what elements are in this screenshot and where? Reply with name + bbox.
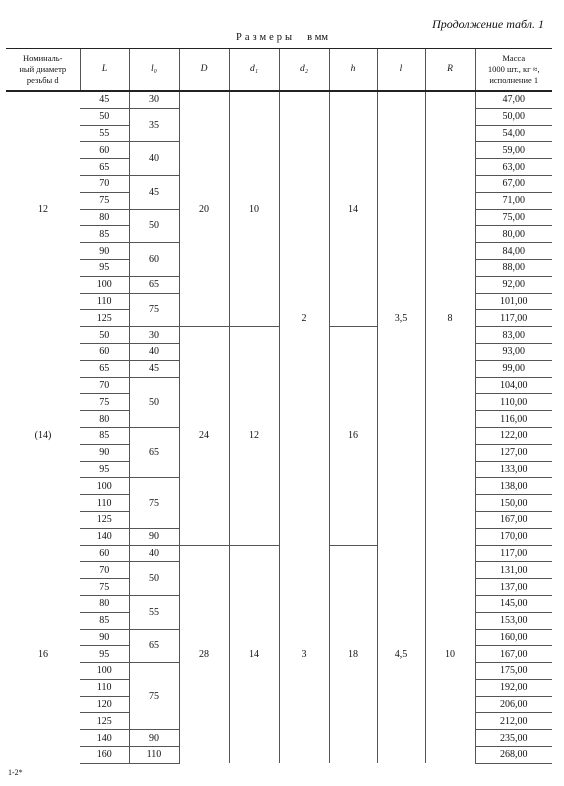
cell-L: 110 xyxy=(80,293,129,310)
cell-mass: 71,00 xyxy=(475,192,552,209)
heading-title: Размеры xyxy=(236,32,296,43)
cell-mass: 122,00 xyxy=(475,427,552,444)
cell-mass: 145,00 xyxy=(475,595,552,612)
cell-l0: 110 xyxy=(129,747,179,764)
cell-mass: 170,00 xyxy=(475,528,552,545)
dimensions-table xyxy=(6,48,552,764)
cell-mass: 138,00 xyxy=(475,478,552,495)
cell-mass: 83,00 xyxy=(475,327,552,344)
cell-D: 28 xyxy=(179,545,229,763)
cell-mass: 212,00 xyxy=(475,713,552,730)
cell-l0: 65 xyxy=(129,427,179,477)
cell-L: 60 xyxy=(80,142,129,159)
header-L: L xyxy=(80,49,129,92)
header-R: R xyxy=(425,49,475,92)
cell-mass: 206,00 xyxy=(475,696,552,713)
cell-h: 16 xyxy=(329,327,377,545)
cell-L: 75 xyxy=(80,579,129,596)
cell-L: 120 xyxy=(80,696,129,713)
cell-mass: 117,00 xyxy=(475,310,552,327)
cell-L: 85 xyxy=(80,612,129,629)
cell-mass: 167,00 xyxy=(475,511,552,528)
cell-d1: 12 xyxy=(229,327,279,545)
cell-l0: 45 xyxy=(129,175,179,209)
cell-L: 125 xyxy=(80,511,129,528)
cell-mass: 67,00 xyxy=(475,175,552,192)
continuation-label: Продолжение табл. 1 xyxy=(432,17,544,31)
cell-mass: 133,00 xyxy=(475,461,552,478)
cell-L: 50 xyxy=(80,108,129,125)
cell-L: 70 xyxy=(80,562,129,579)
cell-d1: 14 xyxy=(229,545,279,763)
cell-nominal: 12 xyxy=(38,203,48,215)
cell-l0: 75 xyxy=(129,663,179,730)
cell-mass: 50,00 xyxy=(475,108,552,125)
cell-L: 70 xyxy=(80,377,129,394)
cell-mass: 117,00 xyxy=(475,545,552,562)
cell-d2: 3 xyxy=(279,545,329,763)
header-nominal-diameter xyxy=(6,49,80,92)
cell-l0: 50 xyxy=(129,562,179,596)
header-D: D xyxy=(179,49,229,92)
cell-l0: 30 xyxy=(129,91,179,108)
cell-L: 65 xyxy=(80,159,129,176)
cell-l0: 30 xyxy=(129,327,179,344)
cell-L: 100 xyxy=(80,663,129,680)
cell-L: 140 xyxy=(80,528,129,545)
header-l0: l₀ xyxy=(129,49,179,92)
cell-L: 60 xyxy=(80,545,129,562)
cell-R: 10 xyxy=(425,545,475,763)
cell-L: 80 xyxy=(80,209,129,226)
cell-h: 14 xyxy=(329,91,377,327)
header-row xyxy=(6,49,552,92)
cell-mass: 116,00 xyxy=(475,411,552,428)
cell-l: 3,5 xyxy=(377,91,425,545)
cell-L: 75 xyxy=(80,192,129,209)
cell-mass: 268,00 xyxy=(475,747,552,764)
cell-mass: 88,00 xyxy=(475,259,552,276)
cell-mass: 150,00 xyxy=(475,495,552,512)
cell-mass: 84,00 xyxy=(475,243,552,260)
cell-h: 18 xyxy=(329,545,377,763)
header-mass xyxy=(475,49,552,92)
cell-L: 85 xyxy=(80,427,129,444)
cell-L: 90 xyxy=(80,243,129,260)
cell-L: 110 xyxy=(80,679,129,696)
cell-L: 90 xyxy=(80,629,129,646)
cell-d1: 10 xyxy=(229,91,279,327)
cell-L: 110 xyxy=(80,495,129,512)
cell-R: 8 xyxy=(425,91,475,545)
cell-L: 75 xyxy=(80,394,129,411)
cell-mass: 153,00 xyxy=(475,612,552,629)
cell-mass: 75,00 xyxy=(475,209,552,226)
cell-D: 24 xyxy=(179,327,229,545)
header-mass-line: исполнение 1 xyxy=(489,75,539,85)
cell-L: 90 xyxy=(80,444,129,461)
cell-L: 80 xyxy=(80,411,129,428)
cell-L: 95 xyxy=(80,646,129,663)
cell-D: 20 xyxy=(179,91,229,327)
cell-mass: 47,00 xyxy=(475,91,552,108)
cell-L: 50 xyxy=(80,327,129,344)
header-nominal-line: Номиналь- xyxy=(23,53,63,63)
cell-mass: 137,00 xyxy=(475,579,552,596)
table-row xyxy=(6,545,552,562)
cell-mass: 54,00 xyxy=(475,125,552,142)
cell-L: 160 xyxy=(80,747,129,764)
cell-l: 4,5 xyxy=(377,545,425,763)
cell-L: 55 xyxy=(80,125,129,142)
cell-l0: 40 xyxy=(129,545,179,562)
cell-L: 45 xyxy=(80,91,129,108)
cell-l0: 75 xyxy=(129,478,179,528)
cell-l0: 65 xyxy=(129,276,179,293)
cell-L: 95 xyxy=(80,259,129,276)
cell-mass: 167,00 xyxy=(475,646,552,663)
cell-nominal: 16 xyxy=(38,648,48,660)
cell-L: 85 xyxy=(80,226,129,243)
cell-mass: 110,00 xyxy=(475,394,552,411)
cell-L: 100 xyxy=(80,478,129,495)
cell-L: 100 xyxy=(80,276,129,293)
header-nominal-line: резьбы d xyxy=(26,75,59,85)
cell-l0: 40 xyxy=(129,142,179,176)
heading-units: в мм xyxy=(307,32,328,43)
cell-mass: 127,00 xyxy=(475,444,552,461)
cell-l0: 75 xyxy=(129,293,179,327)
cell-mass: 101,00 xyxy=(475,293,552,310)
cell-l0: 45 xyxy=(129,360,179,377)
cell-mass: 80,00 xyxy=(475,226,552,243)
header-d1: d₁ xyxy=(229,49,279,92)
cell-L: 80 xyxy=(80,595,129,612)
cell-L: 95 xyxy=(80,461,129,478)
cell-L: 125 xyxy=(80,310,129,327)
table-row xyxy=(6,91,552,108)
header-l: l xyxy=(377,49,425,92)
cell-mass: 131,00 xyxy=(475,562,552,579)
cell-L: 60 xyxy=(80,343,129,360)
cell-l0: 90 xyxy=(129,528,179,545)
cell-L: 140 xyxy=(80,730,129,747)
header-d2: d₂ xyxy=(279,49,329,92)
cell-mass: 235,00 xyxy=(475,730,552,747)
cell-mass: 59,00 xyxy=(475,142,552,159)
cell-mass: 104,00 xyxy=(475,377,552,394)
header-mass-line: 1000 шт., кг ≈, xyxy=(487,64,540,74)
cell-l0: 55 xyxy=(129,595,179,629)
header-h: h xyxy=(329,49,377,92)
dimensions-heading xyxy=(0,32,564,43)
cell-L: 65 xyxy=(80,360,129,377)
cell-mass: 93,00 xyxy=(475,343,552,360)
cell-L: 70 xyxy=(80,175,129,192)
cell-l0: 50 xyxy=(129,209,179,243)
cell-mass: 175,00 xyxy=(475,663,552,680)
header-mass-line: Масса xyxy=(502,53,526,63)
cell-d2: 2 xyxy=(279,91,329,545)
cell-mass: 99,00 xyxy=(475,360,552,377)
cell-nominal: (14) xyxy=(34,430,52,442)
cell-l0: 60 xyxy=(129,243,179,277)
cell-L: 125 xyxy=(80,713,129,730)
cell-mass: 160,00 xyxy=(475,629,552,646)
cell-l0: 65 xyxy=(129,629,179,663)
cell-l0: 50 xyxy=(129,377,179,427)
header-nominal-line: ный диаметр xyxy=(19,64,67,74)
cell-l0: 40 xyxy=(129,343,179,360)
cell-l0: 90 xyxy=(129,730,179,747)
cell-l0: 35 xyxy=(129,108,179,142)
page-footer: 1-2* xyxy=(8,768,23,777)
cell-mass: 192,00 xyxy=(475,679,552,696)
cell-mass: 63,00 xyxy=(475,159,552,176)
cell-mass: 92,00 xyxy=(475,276,552,293)
